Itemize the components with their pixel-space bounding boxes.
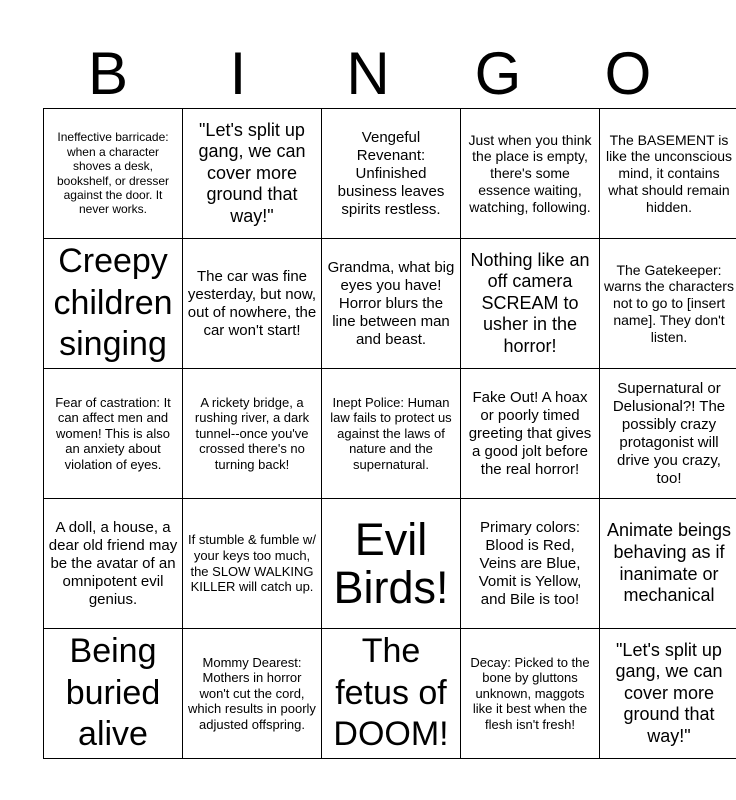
bingo-cell: Grandma, what big eyes you have! Horror blurs the line between man and beast. [322, 239, 461, 369]
bingo-cell: Creepy children singing [44, 239, 183, 369]
bingo-cell: The Gatekeeper: warns the characters not to go to [insert name]. They don't listen. [600, 239, 736, 369]
header-letter-b: B [87, 40, 129, 107]
bingo-cell: Fake Out! A hoax or poorly timed greeting that gives a good jolt before the real horror! [461, 369, 600, 499]
bingo-row [44, 369, 736, 499]
bingo-cell: Being buried alive [44, 629, 183, 759]
bingo-row [44, 239, 736, 369]
bingo-cell: Mommy Dearest: Mothers in horror won't cut the cord, which results in poorly adjusted offspring. [183, 629, 322, 759]
header-letter-o: O [604, 40, 652, 107]
bingo-cell: Nothing like an off camera SCREAM to usher in the horror! [461, 239, 600, 369]
header-letter-g: G [474, 40, 522, 107]
bingo-cell: Inept Police: Human law fails to protect us against the laws of nature and the supernatural. [322, 369, 461, 499]
bingo-cell: Just when you think the place is empty, there's some essence waiting, watching, following. [461, 109, 600, 239]
bingo-row [44, 109, 736, 239]
bingo-cell: Supernatural or Delusional?! The possibly crazy protagonist will drive you crazy, too! [600, 369, 736, 499]
bingo-cell: Decay: Picked to the bone by gluttons unknown, maggots like it best when the flesh isn't fresh! [461, 629, 600, 759]
bingo-cell: Animate beings behaving as if inanimate or mechanical [600, 499, 736, 629]
bingo-cell: If stumble & fumble w/ your keys too much, the SLOW WALKING KILLER will catch up. [183, 499, 322, 629]
bingo-cell: Ineffective barricade: when a character shoves a desk, bookshelf, or dresser against the door. It never works. [44, 109, 183, 239]
bingo-row [44, 499, 736, 629]
bingo-cell: "Let's split up gang, we can cover more ground that way!" [600, 629, 736, 759]
bingo-header [43, 40, 693, 108]
bingo-grid [43, 108, 736, 759]
bingo-cell: A doll, a house, a dear old friend may be the avatar of an omnipotent evil genius. [44, 499, 183, 629]
bingo-cell: Evil Birds! [322, 499, 461, 629]
header-letter-n: N [346, 40, 390, 107]
bingo-cell: The BASEMENT is like the unconscious mind, it contains what should remain hidden. [600, 109, 736, 239]
bingo-cell: The car was fine yesterday, but now, out of nowhere, the car won't start! [183, 239, 322, 369]
bingo-cell: A rickety bridge, a rushing river, a dark tunnel--once you've crossed there's no turning back! [183, 369, 322, 499]
bingo-cell: The fetus of DOOM! [322, 629, 461, 759]
bingo-cell: Fear of castration: It can affect men and women! This is also an anxiety about violation of eyes. [44, 369, 183, 499]
header-letter-i: I [229, 40, 247, 107]
bingo-row [44, 629, 736, 759]
bingo-cell: Vengeful Revenant: Unfinished business leaves spirits restless. [322, 109, 461, 239]
bingo-cell: "Let's split up gang, we can cover more ground that way!" [183, 109, 322, 239]
bingo-cell: Primary colors: Blood is Red, Veins are Blue, Vomit is Yellow, and Bile is too! [461, 499, 600, 629]
